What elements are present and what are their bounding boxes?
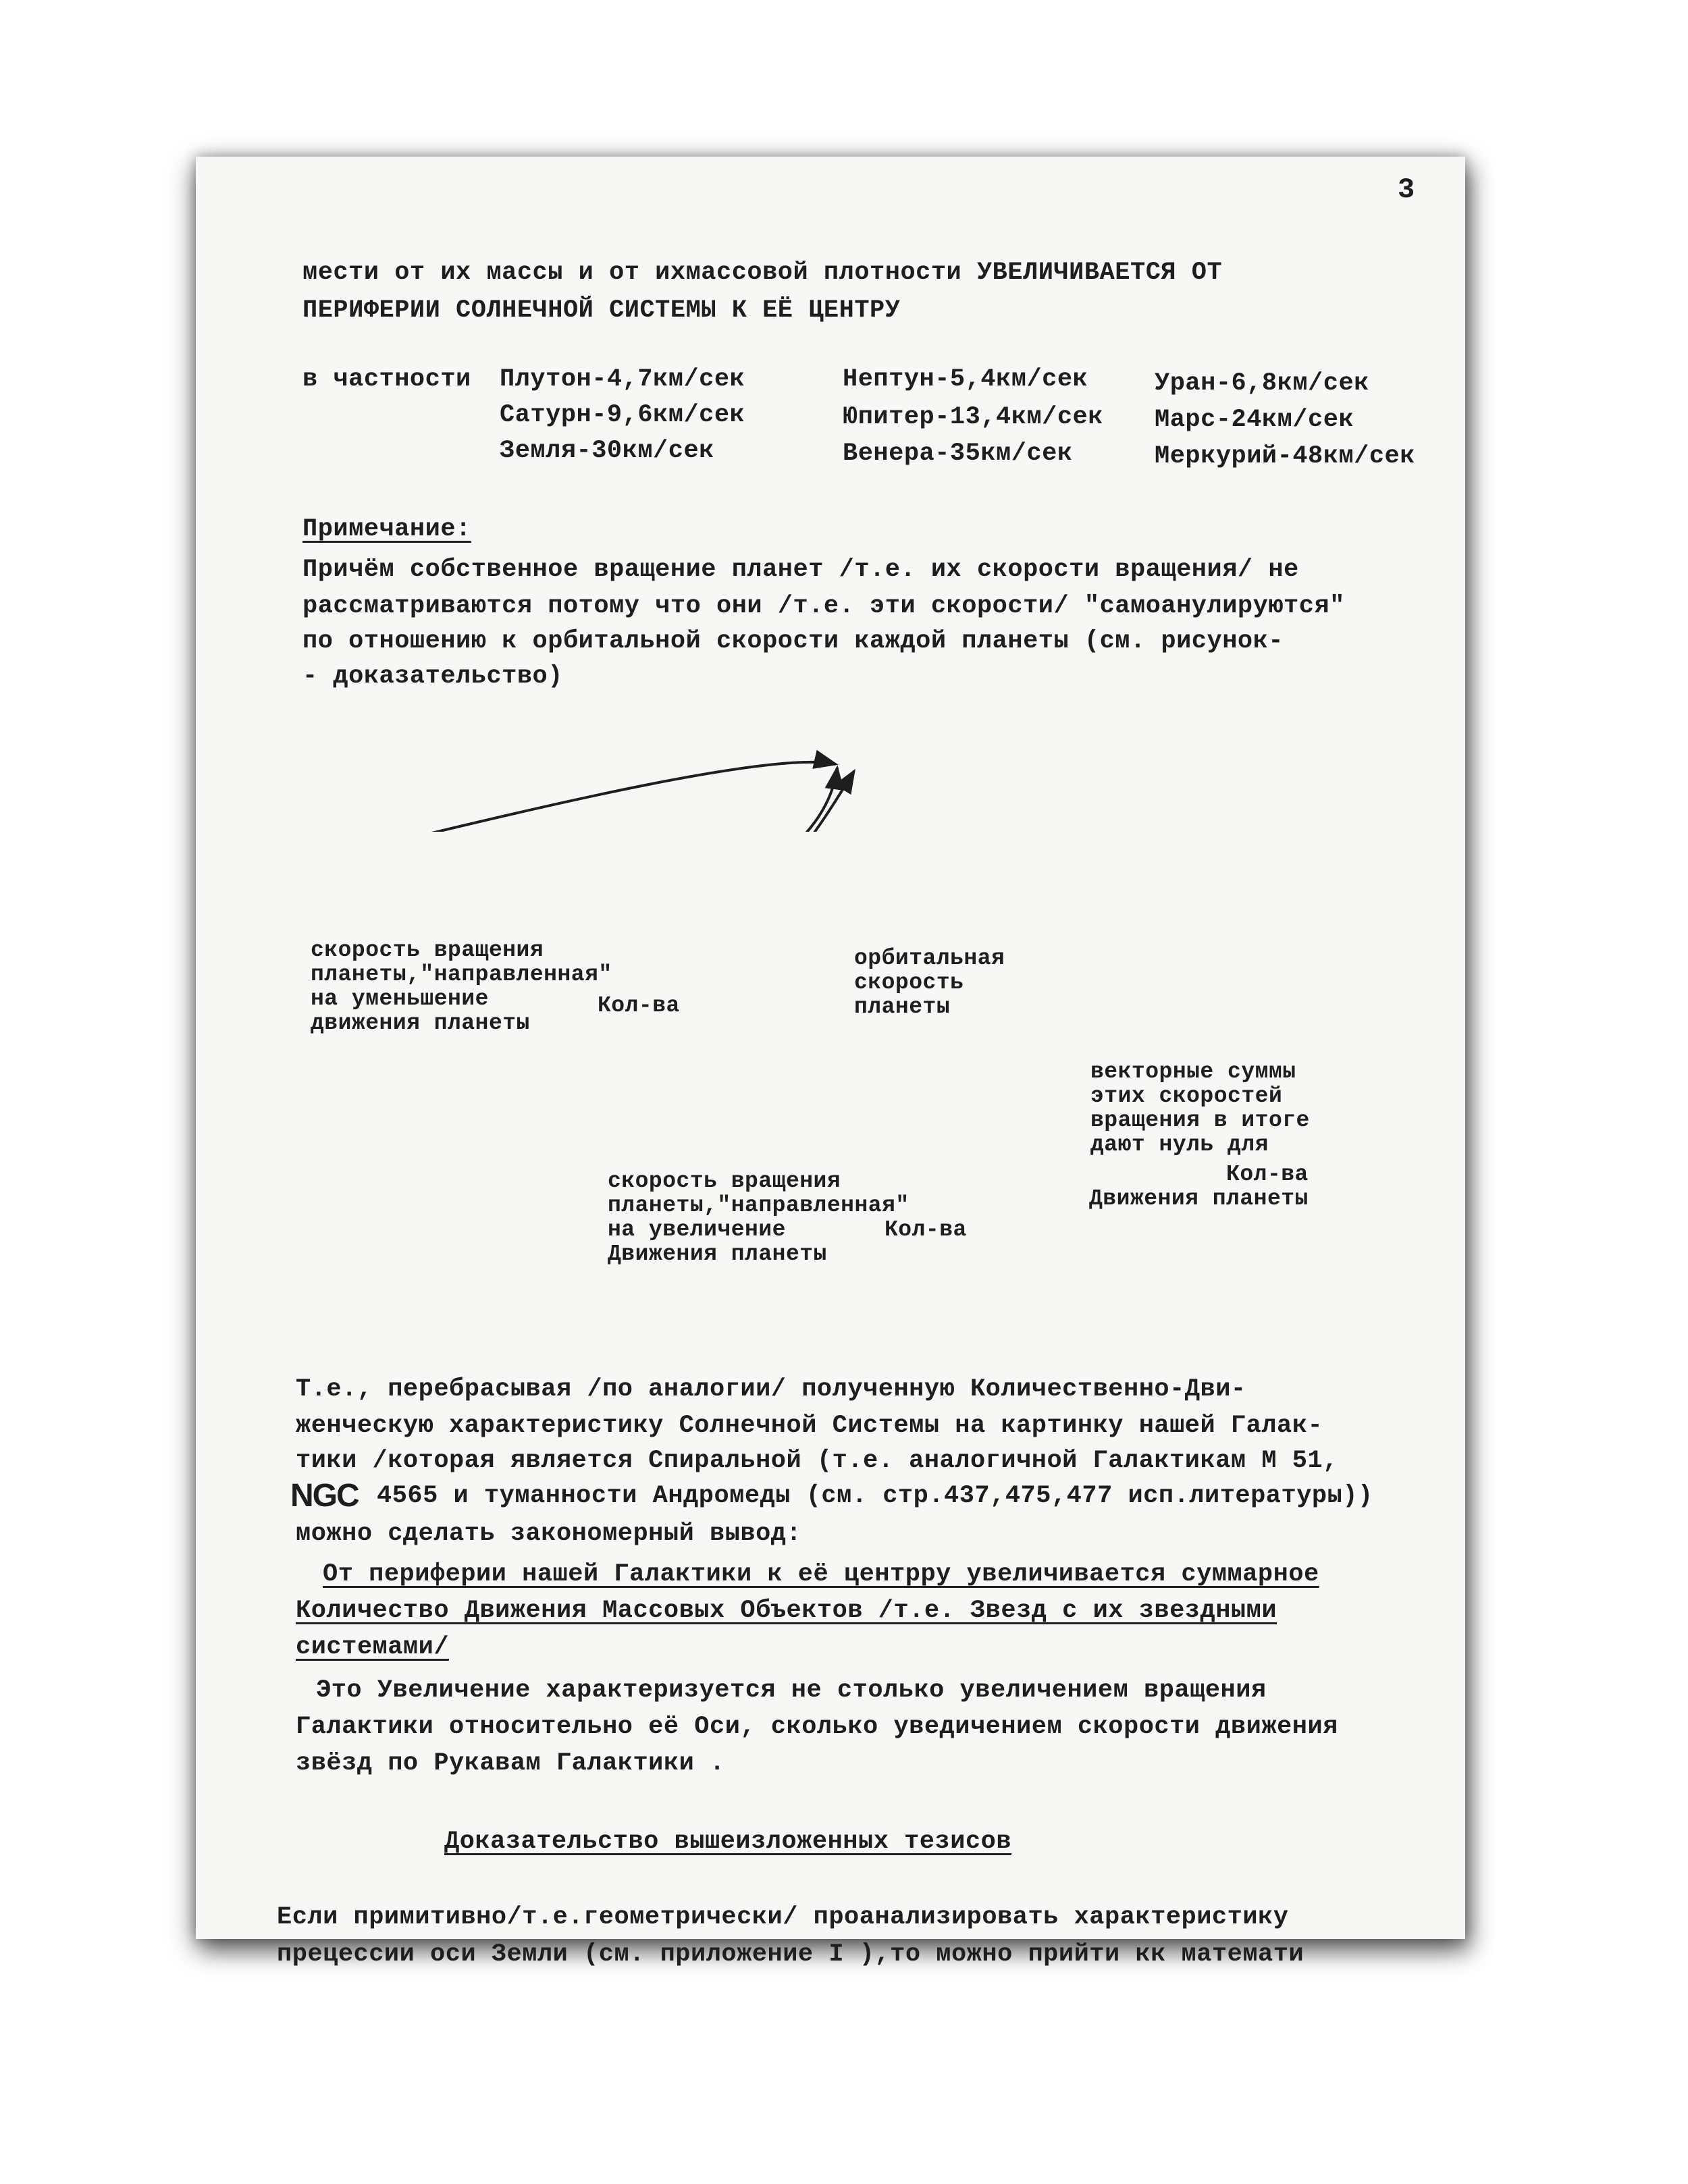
body-line: можно сделать закономерный вывод:: [296, 1520, 802, 1548]
orbit-curve: [381, 762, 836, 832]
speed-item: Марс-24км/сек: [1155, 406, 1354, 434]
conclusion-line: системами/: [296, 1633, 450, 1661]
body-line: 4565 и туманности Андромеды (см. стр.437,475,477 исп.литературы)): [377, 1482, 1373, 1510]
proof-heading: Доказательство вышеизложенных тезисов: [444, 1828, 1012, 1856]
intro-line-2: ПЕРИФЕРИИ СОЛНЕЧНОЙ СИСТЕМЫ К ЕЁ ЦЕНТРУ: [302, 296, 901, 325]
speed-item: Меркурий-48км/сек: [1155, 442, 1415, 471]
label-kol-vo-motion: Кол-ва Движения планеты: [1089, 1162, 1309, 1211]
final-line: прецессии оси Земли (см. приложение I ),то можно прийти кк математи: [277, 1940, 1304, 1969]
note-line: по отношению к орбитальной скорости каждой планеты (см. рисунок-: [302, 627, 1284, 656]
ngc-handwritten: NGC: [290, 1478, 359, 1514]
page-number: 3: [1398, 174, 1415, 206]
explain-line: Галактики относительно её Оси, сколько уведичением скорости движения: [296, 1713, 1338, 1741]
speed-item: Плутон-4,7км/сек: [500, 365, 745, 394]
label-kol-vo: Кол-ва: [885, 1217, 967, 1242]
explain-line: Это Увеличение характеризуется не столько увеличением вращения: [316, 1676, 1267, 1705]
orbital-velocity-arrow-1: [577, 768, 837, 832]
note-line: - доказательство): [302, 662, 563, 691]
note-line: рассматриваются потому что они /т.е. эти скорости/ "самоанулируются": [302, 592, 1345, 620]
conclusion-line: Количество Движения Массовых Объектов /т.е. Звезд с их звездными: [296, 1597, 1277, 1625]
intro-line-1: мести от их массы и от ихмассовой плотности УВЕЛИЧИВАЕТСЯ ОТ: [302, 259, 1223, 287]
conclusion-line: От периферии нашей Галактики к её центрру увеличивается суммарное: [323, 1560, 1319, 1589]
label-vector-sum: векторные суммы этих скоростей вращения в итоге дают нуль для: [1090, 1059, 1310, 1157]
note-line: Причём собственное вращение планет /т.е. их скорости вращения/ не: [302, 556, 1299, 584]
final-line: Если примитивно/т.е.геометрически/ проанализировать характеристику: [277, 1903, 1289, 1932]
label-orbital-speed: орбитальная скорость планеты: [854, 946, 1005, 1019]
speed-item: Земля-30км/сек: [500, 437, 714, 465]
speed-item: Сатурн-9,6км/сек: [500, 401, 745, 429]
rotation-diagram: [196, 157, 1465, 832]
label-rotation-increase: скорость вращения планеты,"направленная" на увеличение Движения планеты: [608, 1169, 909, 1267]
body-line: Т.е., перебрасывая /по аналогии/ полученную Количественно-Дви-: [296, 1375, 1246, 1404]
speed-item: Нептун-5,4км/сек: [843, 365, 1088, 394]
speed-item: Уран-6,8км/сек: [1155, 369, 1369, 398]
explain-line: звёзд по Рукавам Галактики .: [296, 1749, 725, 1778]
body-line: женческую характеристику Солнечной Системы на картинку нашей Галак-: [296, 1412, 1323, 1440]
speeds-lead: в частности: [302, 365, 471, 394]
label-kol-vo: Кол-ва: [598, 993, 680, 1018]
label-rotation-reduce: скорость вращения планеты,"направленная" на уменьшение движения планеты: [311, 938, 612, 1036]
body-line: тики /которая является Спиральной (т.е. аналогичной Галактикам М 51,: [296, 1447, 1338, 1475]
note-heading: Примечание:: [302, 515, 471, 543]
speed-item: Юпитер-13,4км/сек: [843, 403, 1103, 431]
speed-item: Венера-35км/сек: [843, 440, 1073, 468]
document-page: [196, 157, 1465, 1969]
orbital-velocity-arrow-2: [736, 771, 854, 832]
